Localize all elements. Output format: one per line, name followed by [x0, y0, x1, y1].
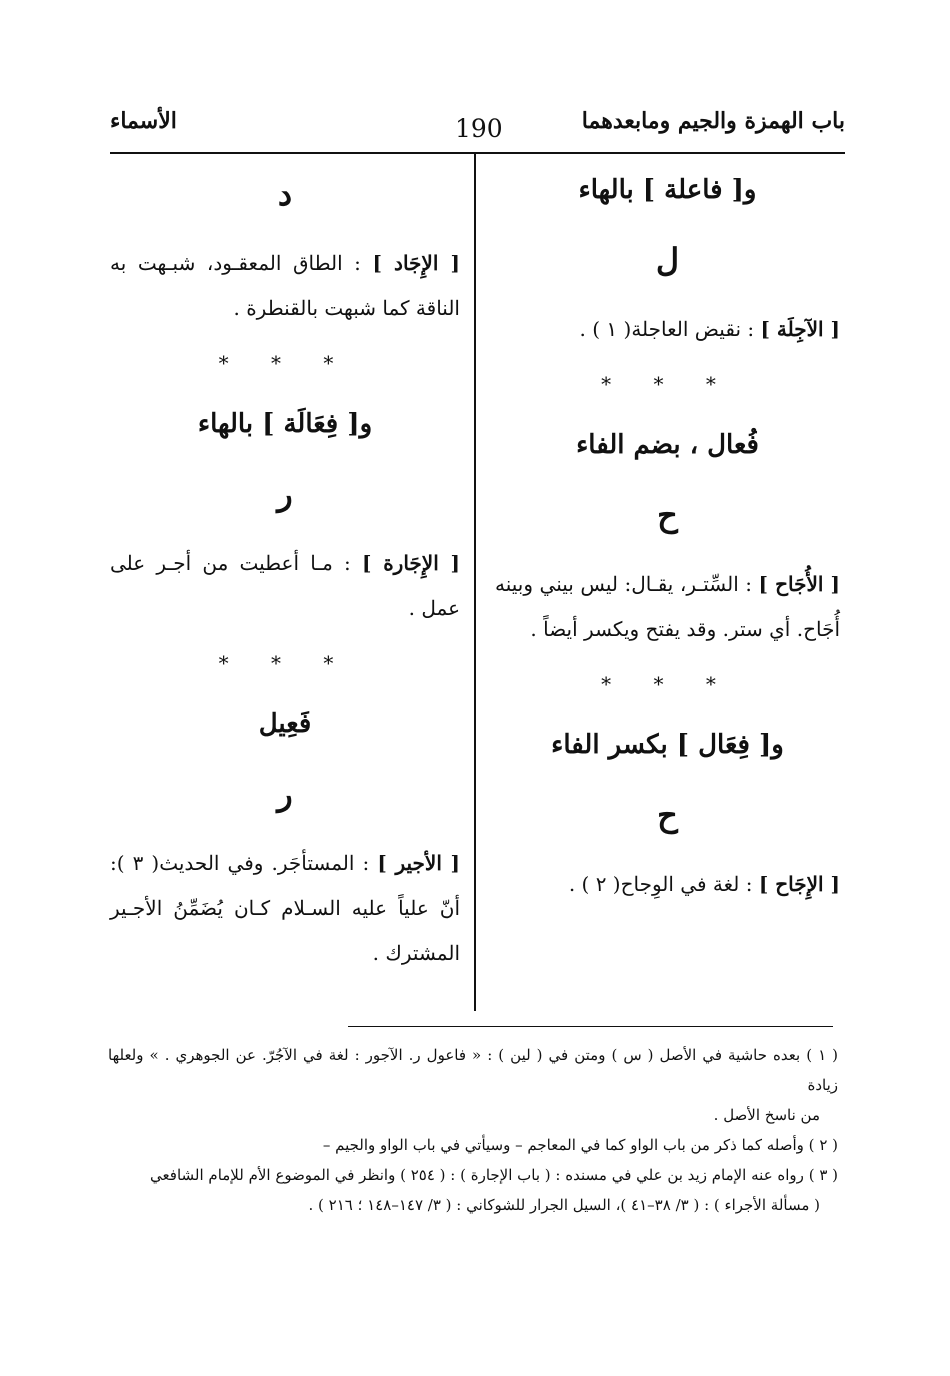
root-letter: ر	[277, 775, 293, 813]
entry-definition: : مـا أعطيت من أجـر على عمل .	[110, 551, 460, 620]
footnote-2: ( ٢ ) وأصله كما ذكر من باب الواو كما في المعاجم – وسيأتي في باب الواو والجيم –	[322, 1136, 838, 1154]
entry-definition: : لغة في الوِجاح( ٢ ) .	[568, 872, 753, 896]
header-rule	[110, 152, 845, 154]
section-separator: * * *	[218, 351, 352, 375]
section-title: الأسماء	[110, 108, 177, 134]
pattern-heading: فُعال ، بضم الفاء	[576, 430, 759, 460]
entry-term: [ الإِجَارة ]	[361, 551, 460, 575]
root-letter: ر	[277, 475, 293, 513]
footnote-3: ( ٣ ) رواه عنه الإمام زيد بن علي في مسنده : ( باب الإجارة ) : ( ٢٥٤ ) وانظر في الموضوع الأم للإمام الشافعي	[150, 1166, 838, 1184]
dictionary-entry	[110, 841, 460, 976]
column-divider	[474, 153, 476, 1011]
pattern-heading: و[ فاعلة ] بالهاء	[578, 175, 757, 205]
entry-term: [ الإِجَاح ]	[758, 872, 840, 896]
chapter-title: باب الهمزة والجيم ومابعدهما	[581, 108, 845, 134]
entry-term: [ الأُجَاح ]	[758, 572, 841, 596]
root-letter: ح	[657, 796, 678, 834]
dictionary-entry	[110, 541, 460, 631]
entry-term: [ الإِجَاد ]	[372, 251, 460, 275]
entry-definition: : الطاق المعقـود، شبـهت به الناقة كما شبهت بالقنطرة .	[110, 251, 460, 320]
root-letter: ح	[657, 496, 678, 534]
section-separator: * * *	[601, 372, 734, 396]
pattern-heading: فَعِيل	[258, 709, 312, 739]
entry-term: [ الآجِلَة ]	[760, 317, 840, 341]
footnotes	[108, 1040, 838, 1220]
pattern-heading: و[ فِعَالَة ] بالهاء	[197, 409, 373, 439]
section-separator: * * *	[218, 651, 352, 675]
entry-term: [ الأجير ]	[377, 851, 461, 875]
pattern-heading: و[ فِعَال ] بكسر الفاء	[551, 730, 784, 760]
page-header	[110, 100, 845, 150]
entry-definition: : السِّتـر، يقـال: ليس بيني وبينه أُجَاح. أي ستر. وقد يفتح ويكسر أيضاً .	[495, 572, 840, 641]
dictionary-entry	[495, 307, 840, 352]
entry-definition: : المستأجَر. وفي الحديث( ٣ ): أنّ علياً عليه السـلام كـان يُضَمِّنُ الأجـير المشترك .	[110, 851, 460, 965]
dictionary-entry	[495, 862, 840, 907]
page-number: 190	[455, 114, 503, 143]
dictionary-entry	[495, 562, 840, 652]
dictionary-entry	[110, 241, 460, 331]
footnote-1: ( ١ ) بعده حاشية في الأصل ( س ) ومتن في ( لين ) : « فاعول ر. الآجور : لغة في الآجُرّ. عن الجوهري . » ولعلها زيادة	[108, 1046, 838, 1094]
footnote-1-continuation: من ناسخ الأصل .	[713, 1106, 820, 1124]
section-separator: * * *	[601, 672, 734, 696]
root-letter: ل	[655, 241, 680, 279]
left-column	[110, 175, 460, 996]
right-column	[495, 175, 840, 927]
footnote-rule	[348, 1026, 833, 1027]
entry-definition: : نقيض العاجلة( ١ ) .	[579, 317, 755, 341]
footnote-3-continuation: ( مسألة الأجراء ) : ( ٣/ ٣٨–٤١ )، السيل الجرار للشوكاني : ( ٣/ ١٤٧–١٤٨ ؛ ٢١٦ ) .	[308, 1196, 820, 1214]
root-letter: د	[277, 175, 293, 213]
